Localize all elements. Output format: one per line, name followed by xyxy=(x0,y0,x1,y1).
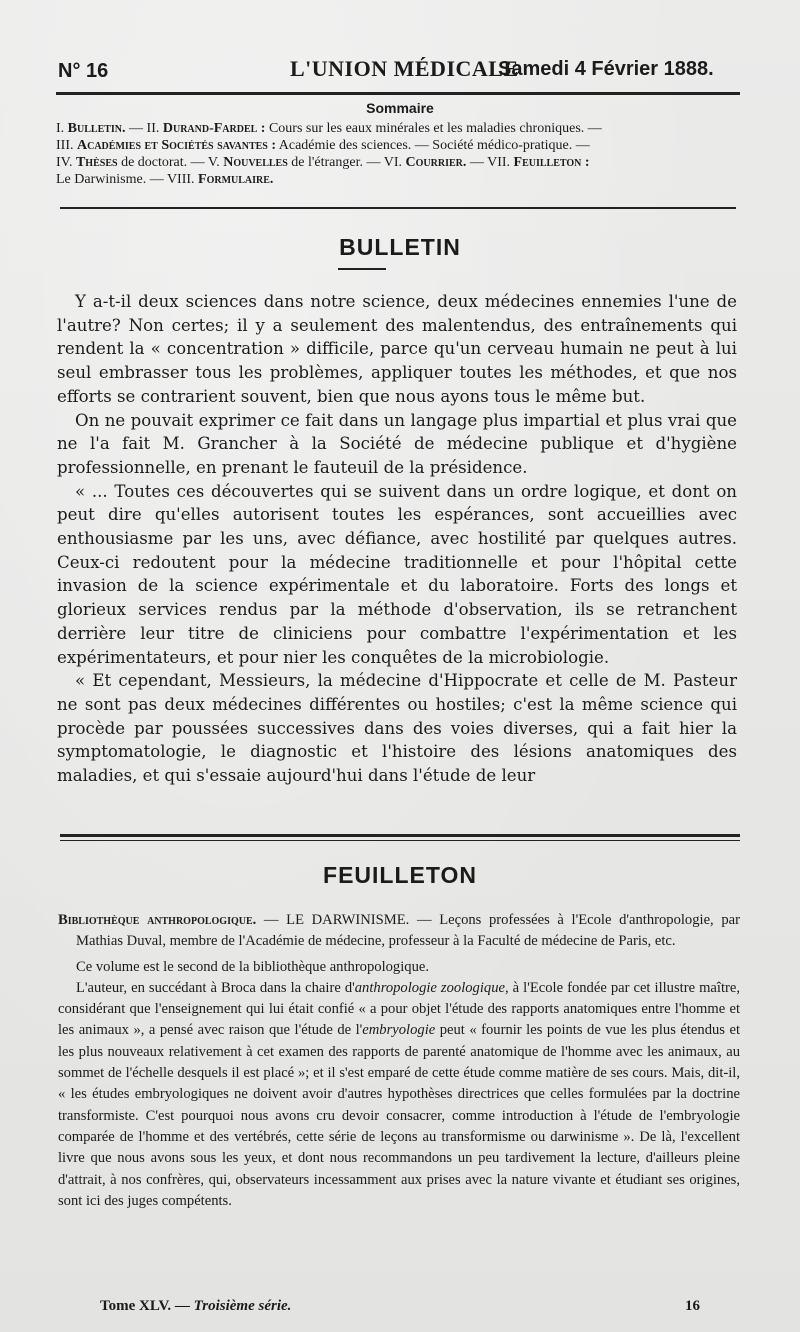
issue-number: N° 16 xyxy=(58,60,109,82)
header-rule xyxy=(56,92,740,95)
sommaire-line: Le Darwinisme. — VIII. Formulaire. xyxy=(56,172,274,187)
bulletin-paragraph: « ... Toutes ces découvertes qui se suivent dans un ordre logique, et dont on peut dire qu'elles autorisent toutes les espérances, sont accueillies avec enthousiasme par les uns, avec défiance, avec hostilité par quelques autres. Ceux-ci redoutent pour la médecine traditionnelle et pour l'hôpital cette invasion de la science expérimentale et du laboratoire. Forts des longs et glorieux services rendus par la méthode d'observation, ils se retranchent derrière leur titre de cliniciens pour combattre l'expérimentation et les expérimentateurs, et pour nier les conquêtes de la microbiologie. xyxy=(57,481,737,667)
bulletin-body xyxy=(57,290,737,788)
page-header xyxy=(58,54,740,88)
sommaire-line: I. Bulletin. — II. Durand-Fardel : Cours sur les eaux minérales et les maladies chroniques. — xyxy=(56,121,602,136)
feuilleton-heading-rest: — LE DARWINISME. — Leçons professées à l'Ecole d'anthropologie, par Mathias Duval, membre de l'Académie de médecine, professeur à la Faculté de médecine de Paris, etc. xyxy=(76,912,740,950)
feuilleton-rule-top xyxy=(60,834,740,837)
feuilleton-paragraph: Ce volume est le second de la bibliothèque anthropologique. xyxy=(76,958,430,975)
issue-date: Samedi 4 Février 1888. xyxy=(498,58,714,80)
sommaire-rule xyxy=(60,207,736,209)
journal-title: L'UNION MÉDICALE xyxy=(290,56,519,81)
sommaire-title: Sommaire xyxy=(366,100,434,116)
bulletin-paragraph: On ne pouvait exprimer ce fait dans un langage plus impartial et plus vrai que ne l'a fait M. Grancher à la Société de médecine publique et d'hygiène professionnelle, en prenant le fauteuil de la présidence. xyxy=(57,410,737,477)
bulletin-title-underline xyxy=(338,268,386,270)
feuilleton-title: FEUILLETON xyxy=(323,862,477,888)
page-number: 16 xyxy=(685,1298,700,1314)
bulletin-title: BULLETIN xyxy=(339,234,461,260)
feuilleton-rule-bottom xyxy=(60,840,740,841)
tome-info: Tome XLV. — Troisième série. xyxy=(100,1298,292,1314)
feuilleton-heading xyxy=(58,910,740,953)
page-footer xyxy=(100,1298,700,1322)
feuilleton-paragraph: L'auteur, en succédant à Broca dans la chaire d'anthropologie zoologique, à l'Ecole fondée par cet illustre maître, considérant que l'enseignement qui lui était confié « a pour objet l'étude des rapports anatomiques entre l'homme et les animaux », a pensé avec raison que l'étude de l'embryologie peut « fournir les points de vue les plus étendus et les plus nouveaux relativement à cet examen des rapports de parenté anatomique de l'homme avec les animaux, au sommet de l'échelle desquels il est placé »; et il s'est emparé de cette étude comme matière de ses cours. Mais, dit-il, « les études embryologiques ne doivent avoir d'autres hypothèses directrices que celles formulées par la doctrine transformiste. C'est pourquoi nous avons cru devoir consacrer, comme introduction à l'étude de l'embryologie comparée de l'homme et des vertébrés, cette série de leçons au transformisme ou darwinisme ». De là, l'excellent livre que nous avons sous les yeux, et dont nous recommandons un peu tardivement la lecture, d'ailleurs pleine d'attrait, à nos confrères, qui, observateurs incessamment aux prises avec la nature vivante et étudiant ses origines, sont ici des juges compétents. xyxy=(58,979,741,1209)
sommaire-line: III. Académies et Sociétés savantes : Académie des sciences. — Société médico-pratique. — xyxy=(56,138,590,153)
sommaire-list xyxy=(56,120,738,188)
feuilleton-heading-label: Bibliothèque anthropologique. xyxy=(58,912,257,928)
sommaire-line: IV. Thèses de doctorat. — V. Nouvelles de l'étranger. — VI. Courrier. — VII. Feuilleton : xyxy=(56,155,590,170)
bulletin-paragraph: Y a-t-il deux sciences dans notre science, deux médecines ennemies l'une de l'autre? Non certes; il y a seulement des malentendus, des entraînements qui rendent la « concentration » difficile, parce qu'un cerveau humain ne peut à lui seul embrasser tous les problèmes, appliquer toutes les méthodes, et que nos efforts se contrarient souvent, bien que nous ayons tous le même but. xyxy=(57,292,737,406)
bulletin-paragraph: « Et cependant, Messieurs, la médecine d'Hippocrate et celle de M. Pasteur ne sont pas deux médecines différentes ou hostiles; c'est la même science qui procède par poussées successives dans des voies diverses, qui a fait hier la symptomatologie, le diagnostic et l'histoire des lésions anatomiques des maladies, et qui s'essaie aujourd'hui dans l'étude de leur xyxy=(57,671,737,786)
feuilleton-body xyxy=(58,910,740,1212)
